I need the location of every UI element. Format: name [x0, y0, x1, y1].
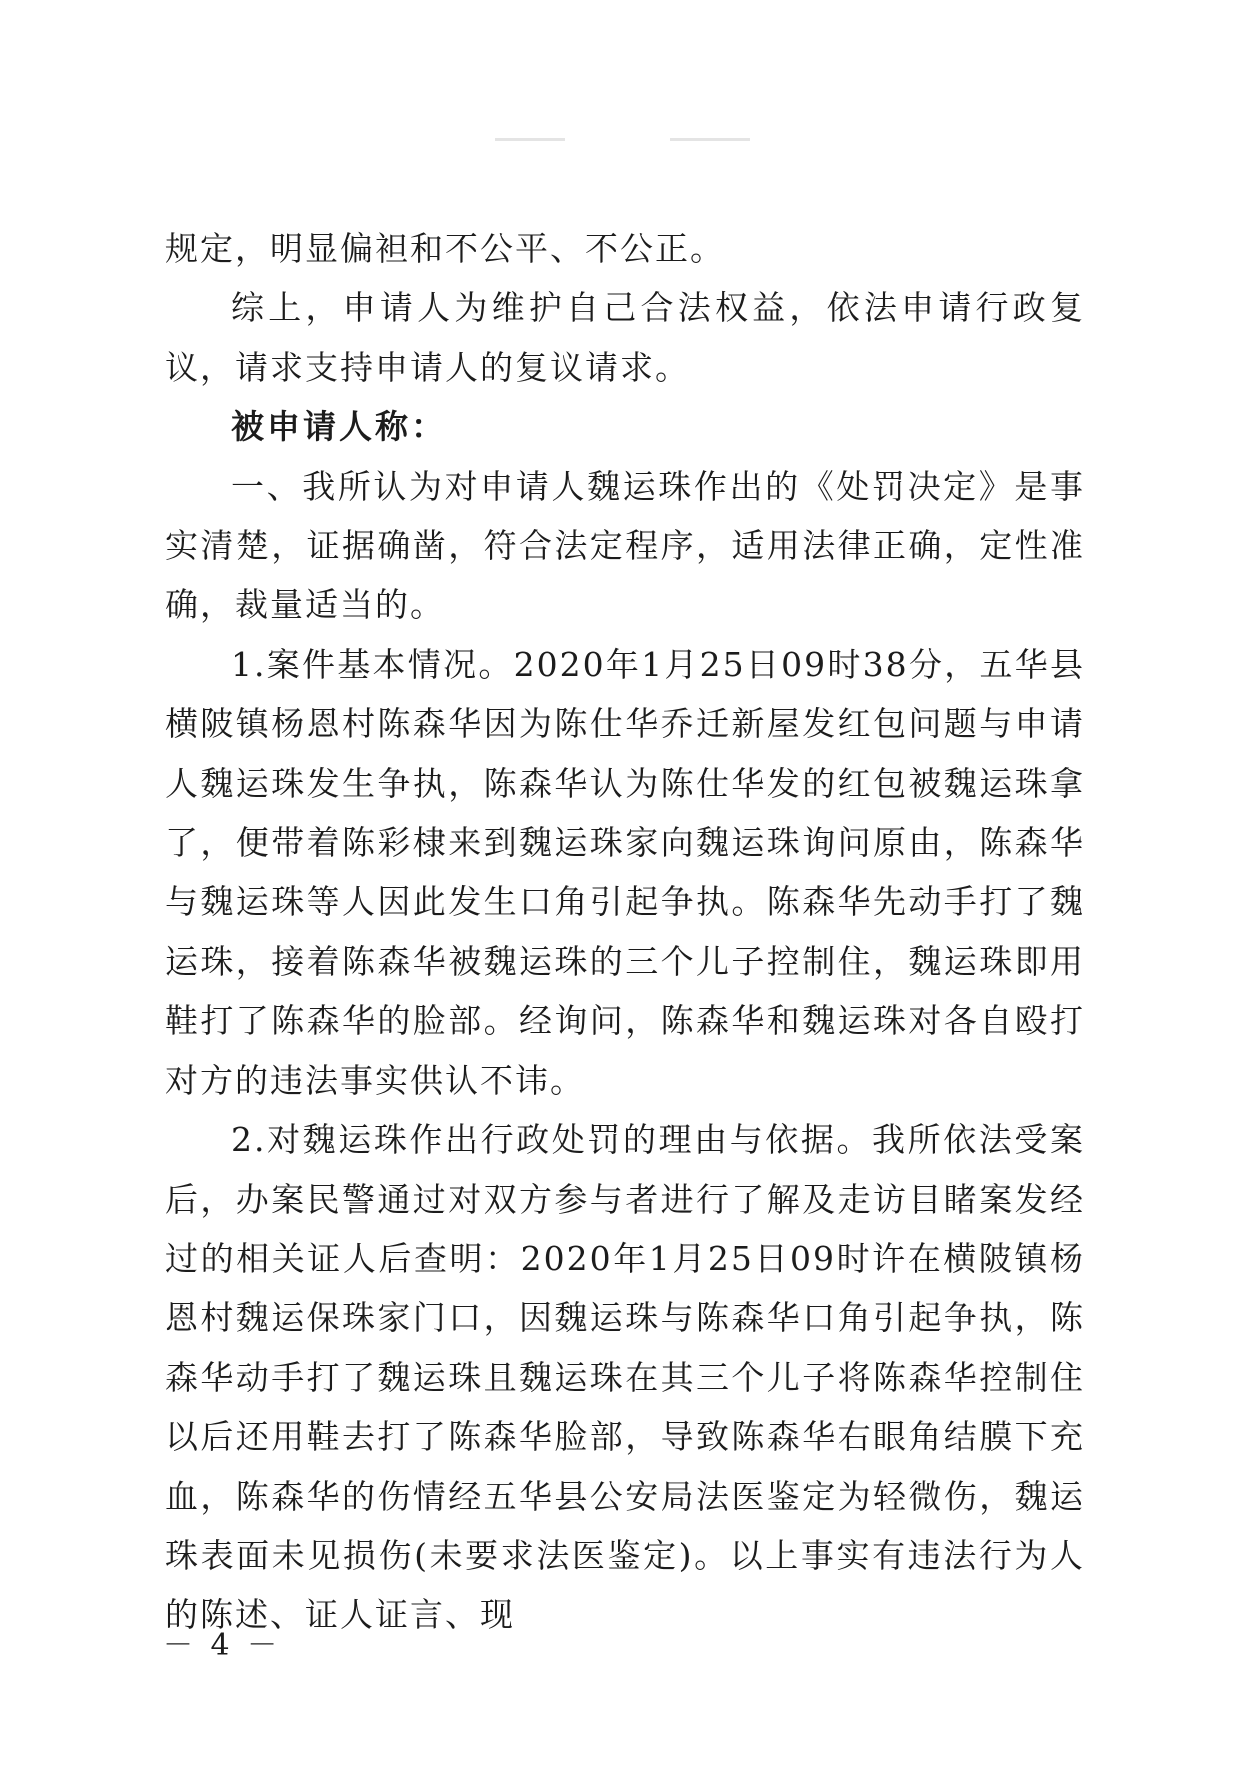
document-body — [165, 219, 1085, 1645]
page-number: － 4 － — [163, 1628, 282, 1663]
scan-artifact — [495, 138, 565, 141]
paragraph-continued: 规定，明显偏袒和不公平、不公正。 — [165, 229, 725, 268]
paragraph-conclusion: 综上，申请人为维护自己合法权益，依法申请行政复议，请求支持申请人的复议请求。 — [165, 288, 1085, 387]
scan-artifact — [670, 138, 750, 141]
section-heading: 被申请人称： — [231, 407, 447, 447]
paragraph-point-one: 一、我所认为对申请人魏运珠作出的《处罚决定》是事实清楚，证据确凿，符合法定程序，适用法律正确，定性准确，裁量适当的。 — [165, 466, 1085, 625]
paragraph-case-facts: 1.案件基本情况。2020年1月25日09时38分，五华县横陂镇杨恩村陈森华因为陈仕华乔迁新屋发红包问题与申请人魏运珠发生争执，陈森华认为陈仕华发的红包被魏运珠拿了，便带着陈彩棣来到魏运珠家向魏运珠询问原由，陈森华与魏运珠等人因此发生口角引起争执。陈森华先动手打了魏运珠，接着陈森华被魏运珠的三个儿子控制住，魏运珠即用鞋打了陈森华的脸部。经询问，陈森华和魏运珠对各自殴打对方的违法事实供认不讳。 — [165, 644, 1085, 1100]
paragraph-penalty-basis: 2.对魏运珠作出行政处罚的理由与依据。我所依法受案后，办案民警通过对双方参与者进行了解及走访目睹案发经过的相关证人后查明：2020年1月25日09时许在横陂镇杨恩村魏运保珠家门口，因魏运珠与陈森华口角引起争执，陈森华动手打了魏运珠且魏运珠在其三个儿子将陈森华控制住以后还用鞋去打了陈森华脸部，导致陈森华右眼角结膜下充血，陈森华的伤情经五华县公安局法医鉴定为轻微伤，魏运珠表面未见损伤(未要求法医鉴定)。以上事实有违法行为人的陈述、证人证言、现 — [165, 1120, 1085, 1635]
